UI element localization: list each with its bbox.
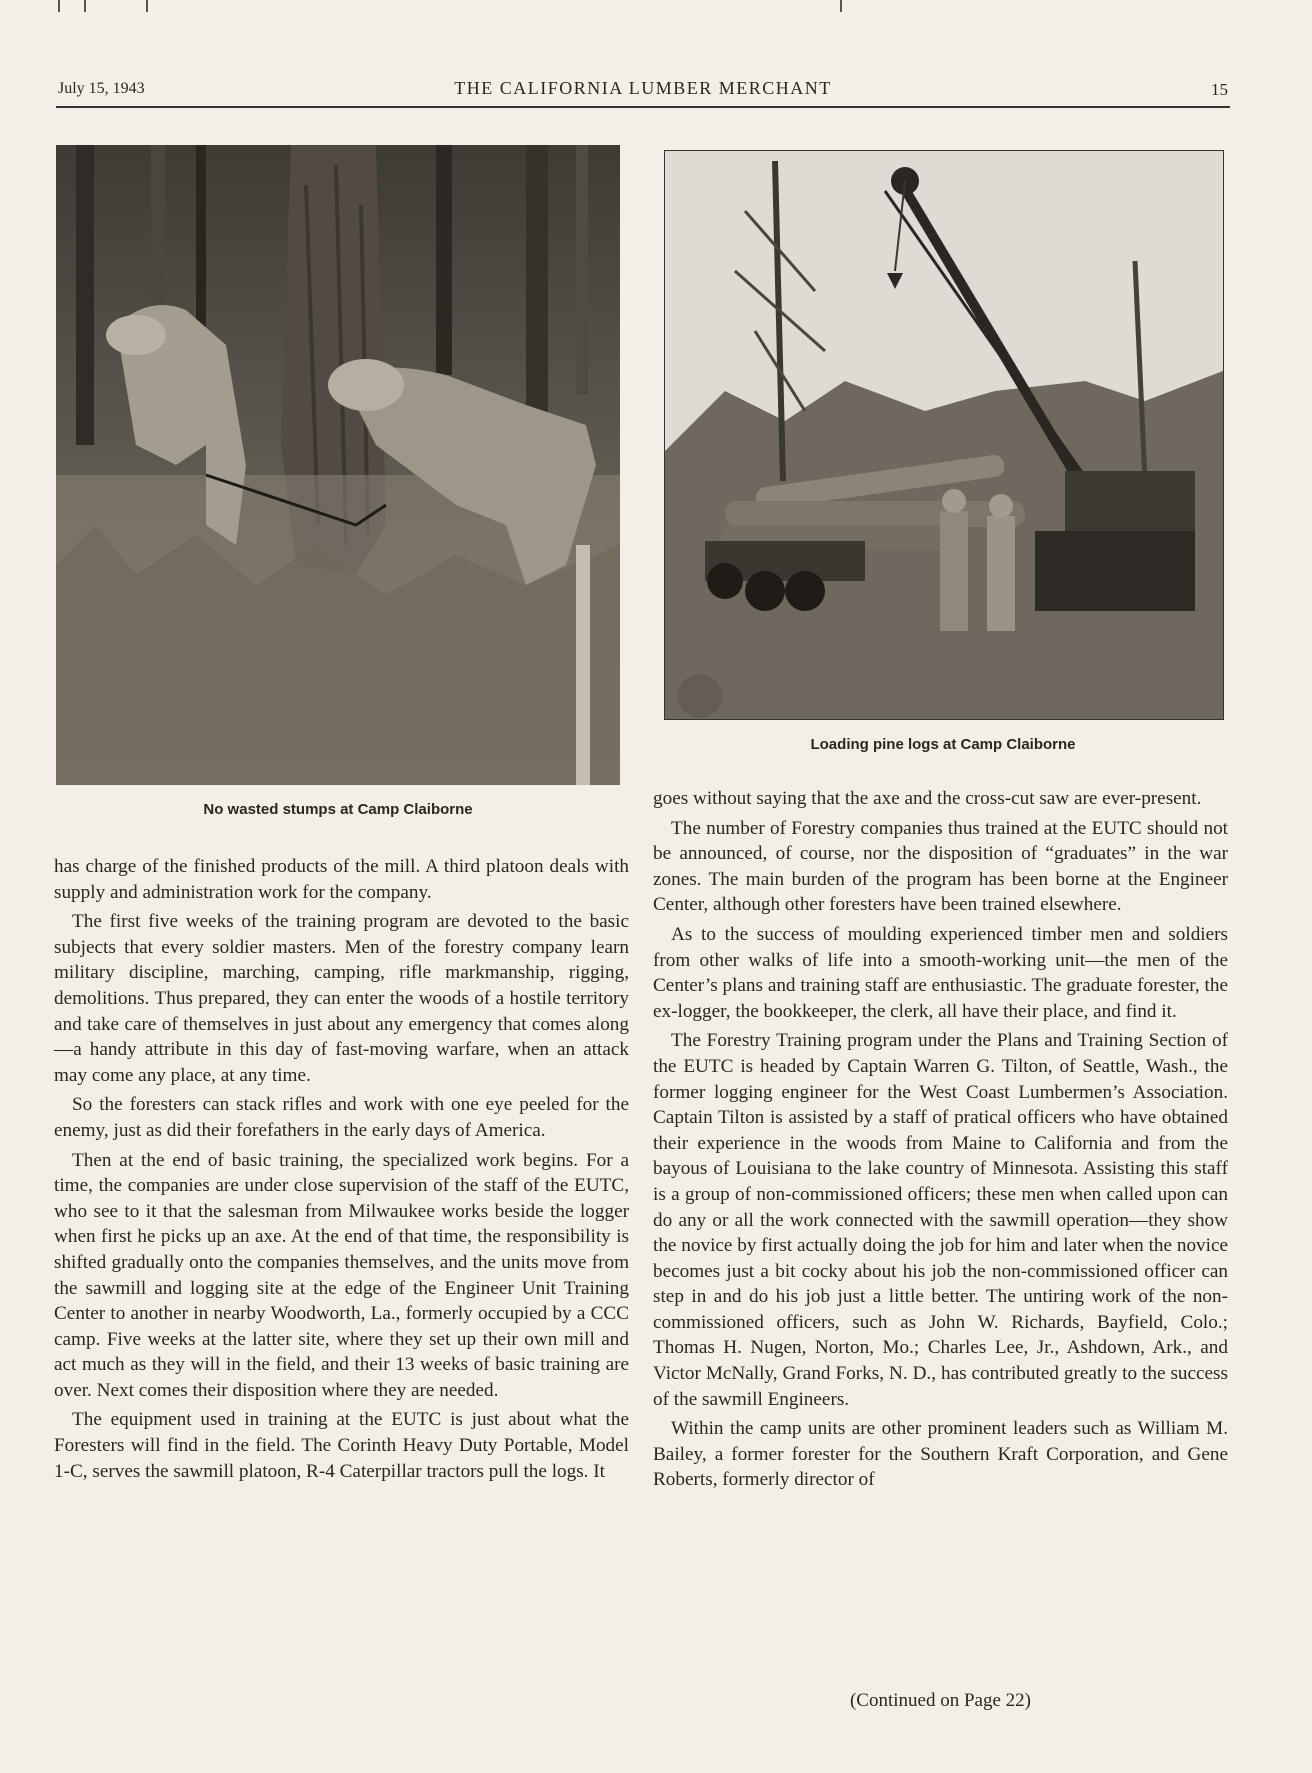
photo-stump-cutting [56,145,620,785]
paragraph: Then at the end of basic training, the specialized work begins. For a time, the companies are under close supervision of the staff of the EUTC, who see to it that the salesman from Milwaukee works beside the logger when first he picks up an axe. At the end of that time, the responsibility is shifted gradually onto the companies themselves, and the units move from the sawmill and logging site at the edge of the Engineer Unit Training Center to another in nearby Woodworth, La., formerly occupied by a CCC camp. Five weeks at the latter site, where they set up their own mill and act much as they will in the field, and their 13 weeks of basic training are over. Next comes their disposition where they are needed. [54,1149,629,1401]
publication-title: THE CALIFORNIA LUMBER MERCHANT [454,78,832,98]
issue-date: July 15, 1943 [58,80,145,97]
left-text-column [54,854,629,1488]
running-header [56,78,1230,108]
paragraph: So the foresters can stack rifles and work with one eye peeled for the enemy, just as did their forefathers in the early days of America. [54,1094,629,1141]
paragraph: The equipment used in training at the EUTC is just about what the Foresters will find in the field. The Corinth Heavy Duty Portable, Model 1-C, serves the sawmill platoon, R-4 Caterpillar tractors pull the logs. It [54,1409,629,1482]
page-number: 15 [1211,80,1228,99]
continued-note: (Continued on Page 22) [849,1690,1031,1711]
paragraph: The first five weeks of the training program are devoted to the basic subjects that every soldier masters. Men of the forestry company learn military discipline, marching, camping, rifle markmanship, rigging, demolitions. Thus prepared, they can enter the woods of a hostile territory and take care of themselves in just about any emergency that comes along—a handy attribute in this day of fast-moving warfare, when an attack may come any place, at any time. [54,911,629,1086]
scan-edge-marks [0,0,1312,14]
paragraph: Within the camp units are other prominent leaders such as William M. Bailey, a former forester for the Southern Kraft Corporation, and Gene Roberts, formerly director of [653,1418,1228,1491]
paragraph: has charge of the finished products of the mill. A third platoon deals with supply and administration work for the company. [54,856,629,903]
caption-stump-photo: No wasted stumps at Camp Claiborne [203,801,473,818]
paragraph: The number of Forestry companies thus trained at the EUTC should not be announced, of course, nor the disposition of “graduates” in the war zones. The main burden of the program has been borne at the Engineer Center, although other foresters have been trained elsewhere. [653,817,1228,916]
caption-logs-photo: Loading pine logs at Camp Claiborne [810,736,1076,753]
paragraph: goes without saying that the axe and the cross-cut saw are ever-present. [653,788,1202,809]
photo-loading-logs [664,150,1224,720]
right-text-column [653,786,1228,1497]
paragraph: The Forestry Training program under the Plans and Training Section of the EUTC is headed by Captain Warren G. Tilton, of Seattle, Wash., the former logging engineer for the West Coast Lumbermen’s Association. Captain Tilton is assisted by a staff of pratical officers who have obtained their experience in the woods from Maine to California and from the bayous of Louisiana to the lake country of Minnesota. Assisting this staff is a group of non-commissioned officers; these men when called upon can do any or all the work connected with the sawmill operation—they show the novice by first actually doing the job for him and later when the novice becomes just a bit cocky about his job the non-commissioned officer can step in and do his job just a little better. The untiring work of the non-commissioned officers, such as John W. Richards, Bayfield, Colo.; Thomas H. Nugen, Norton, Mo.; Charles Lee, Jr., Ashdown, Ark., and Victor McNally, Grand Forks, N. D., has contributed greatly to the success of the sawmill Engineers. [653,1030,1228,1410]
paragraph: As to the success of moulding experienced timber men and soldiers from other walks of life into a smooth-working unit—the men of the Center’s plans and training staff are enthusiastic. The graduate forester, the ex-logger, the bookkeeper, the clerk, all have their place, and find it. [653,923,1228,1022]
